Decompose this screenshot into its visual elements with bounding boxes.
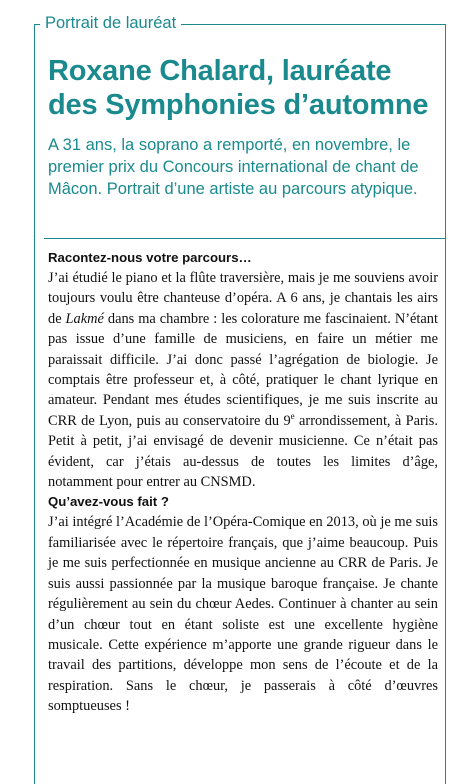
answer-text: dans ma chambre : les colorature me fascinaient. N’étant pas issue d’une famille de musiciens, en faire un métier me paraissait difficile. J’ai donc passé l’agrégation de biologie. Je comptais être professeur et, à côté, pratiquer le chant lyrique en amateur. Pendant mes études scientifiques, je me suis inscrite au CRR de Lyon, puis au conservatoire du 9: [48, 310, 438, 429]
section-rubric: Portrait de lauréat: [40, 12, 181, 34]
header-divider: [44, 238, 446, 239]
interview-question: Qu’avez-vous fait ?: [48, 494, 169, 510]
interview-question: Racontez-nous votre parcours…: [48, 250, 252, 265]
headline-name: Roxane Chalard: [48, 55, 266, 87]
article-headline: [48, 54, 438, 122]
interview-answer: [48, 268, 438, 492]
answer-text: J’ai étudié le piano et la flûte traversière, mais je me souviens avoir toujours voulu être chanteuse d’opéra. A 6 ans, je chantais les airs de: [48, 270, 438, 327]
opera-title: Lakmé: [65, 310, 104, 327]
interview-answer: J’ai intégré l’Académie de l’Opéra-Comique en 2013, où je me suis familiarisée avec le répertoire français, que j’aime beaucoup. Puis je me suis perfectionnée en musique ancienne au CRR de Paris. Je suis aussi passionnée par la musique baroque française. Je chante régulièrement au sein du chœur Aedes. Continuer à chanter au sein d’un chœur tout en étant soliste est une excellente hygiène musicale. Cette expérience m’apporte une grande rigueur dans le travail des partitions, développe mon sens de l’écoute et de la respiration. Sans le chœur, je passerais à côté d’œuvres somptueuses !: [48, 514, 438, 715]
article-lead: A 31 ans, la soprano a remporté, en novembre, le premier prix du Concours international de chant de Mâcon. Portrait d’une artiste au parcours atypique.: [48, 136, 419, 198]
ordinal-suffix: e: [290, 411, 295, 422]
article-body: [48, 248, 438, 717]
answer-text: arrondissement, à Paris. Petit à petit, j’ai envisagé de devenir musicienne. Ce n’était pas évident, car j’étais au-dessus de toutes les limites d’âge, notamment pour entrer au CNSMD.: [48, 412, 438, 491]
article-header: [48, 54, 438, 200]
headline-rest: , lauréate des Symphonies d’automne: [48, 55, 429, 121]
